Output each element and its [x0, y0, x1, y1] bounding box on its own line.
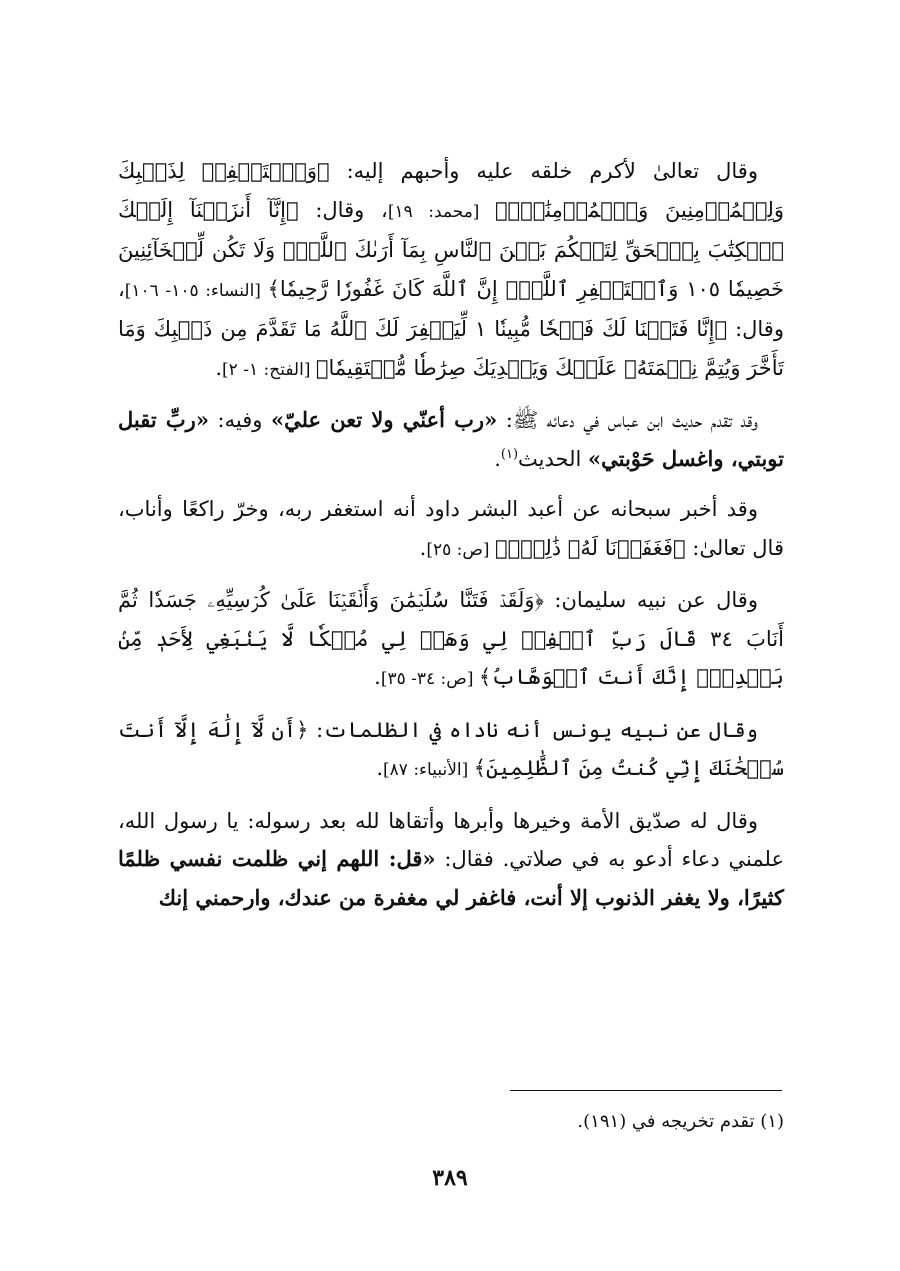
paragraph-1-intro: وقال تعالىٰ لأكرم خلقه عليه وأحبهم إليه:	[329, 159, 758, 183]
paragraph-5-intro: وقال عن نبيه يونس أنه ناداه في الظلمات:	[308, 717, 758, 742]
citation-anbiya: [الأنبياء: ٨٧]	[383, 760, 474, 780]
paragraph-5-end: .	[376, 756, 384, 780]
paragraph-2	[118, 401, 784, 478]
paragraph-1	[118, 152, 784, 389]
citation-sad-25: [ص: ٢٥]	[426, 539, 495, 560]
paragraph-2-end: .	[494, 446, 501, 471]
paragraph-3	[118, 490, 784, 569]
hadith-dua-quote: «قل: اللهم إني ظلمت نفسي ظلمًا كثيرًا، ولا يغفر الذنوب إلا أنت، فاغفر لي مغفرة من عندك، وارحمني إنك	[118, 846, 784, 910]
verse-fath-1-2: ﴿إِنَّا فَتَحۡنَا لَكَ فَتۡحٗا مُّبِينٗا ١ لِّيَغۡفِرَ لَكَ ٱللَّهُ مَا تَقَدَّمَ مِن ذَنۢبِكَ وَمَا تَأَخَّرَ وَيُتِمَّ نِعۡمَتَهُۥ عَلَيۡكَ وَيَهۡدِيَكَ صِرَٰطٗا مُّسۡتَقِيمٗا﴾	[118, 317, 784, 380]
footnote-divider	[510, 1090, 782, 1091]
citation-fath: [الفتح: ١- ٢]	[222, 359, 316, 380]
paragraph-2-intro: وقد تقدم حديث ابن عباس في دعائه ﷺ:	[497, 408, 758, 432]
citation-muhammad: [محمد: ١٩]	[387, 201, 495, 222]
footnote-text: تقدم تخريجه في (١٩١).	[577, 1111, 755, 1132]
paragraph-4	[118, 581, 784, 699]
paragraph-5	[118, 711, 784, 790]
main-text	[118, 152, 784, 929]
verse-sad-34-35: ﴿وَلَقَدۡ فَتَنَّا سُلَيۡمَٰنَ وَأَلۡقَيۡنَا عَلَىٰ كُرۡسِيِّهِۦ جَسَدٗا ثُمَّ أَنَابَ ٣٤ قَالَ رَبِّ ٱغۡفِرۡ لِي وَهَبۡ لِي مُلۡكٗا لَّا يَنۢبَغِي لِأَحَدٖ مِّنۢ بَعۡدِيٓۖ إِنَّكَ أَنتَ ٱلۡوَهَّابُ﴾	[118, 588, 784, 689]
citation-sad-34-35: [ص: ٣٤- ٣٥]	[380, 669, 479, 689]
footnote-reference: (١)	[500, 446, 519, 462]
paragraph-3-end: .	[419, 535, 427, 560]
connector-1: ، وقال:	[298, 197, 388, 222]
hadith-quote-1: «رب أعنّي ولا تعن عليّ»	[270, 407, 498, 432]
paragraph-4-intro: وقال عن نبيه سليمان:	[543, 588, 758, 612]
footnote	[118, 1108, 784, 1136]
verse-sad-25: ﴿فَغَفَرۡنَا لَهُۥ ذَٰلِكَۖ﴾	[494, 535, 686, 560]
connector-2: ، وقال:	[118, 276, 784, 341]
verse-anbiya-87: ﴿أَن لَّآ إِلَٰهَ إِلَّآ أَنتَ سُبۡحَٰنَكَ إِنِّي كُنتُ مِنَ ٱلظَّٰلِمِينَ﴾	[118, 717, 784, 780]
page-number: ٣٨٩	[432, 1165, 468, 1191]
footnote-number: (١)	[760, 1111, 784, 1132]
paragraph-2-tail: الحديث	[518, 446, 588, 471]
paragraph-3-intro: وقد أخبر سبحانه عن أعبد البشر داود أنه استغفر ربه، وخرّ راكعًا وأناب، قال تعالىٰ:	[118, 497, 784, 560]
paragraph-4-end: .	[374, 665, 381, 689]
paragraph-6	[118, 802, 784, 918]
paragraph-1-end: .	[215, 355, 223, 380]
verse-muhammad-19: ﴿وَٱسۡتَغۡفِرۡ لِذَنۢبِكَ وَلِلۡمُؤۡمِنِينَ وَٱلۡمُؤۡمِنَٰتِۗ﴾	[118, 159, 784, 222]
citation-nisa: [النساء: ١٠٥- ١٠٦]	[124, 280, 268, 301]
verse-nisa-105-106: ﴿إِنَّآ أَنزَلۡنَآ إِلَيۡكَ ٱلۡكِتَٰبَ بِٱلۡحَقِّ لِتَحۡكُمَ بَيۡنَ ٱلنَّاسِ بِمَآ أَرَىٰكَ ٱللَّهُۚ وَلَا تَكُن لِّلۡخَآئِنِينَ خَصِيمٗا ١٠٥ وَٱسۡتَغۡفِرِ ٱللَّهَۖ إِنَّ ٱللَّهَ كَانَ غَفُورٗا رَّحِيمٗا﴾	[118, 197, 785, 301]
paragraph-2-mid: وفيه:	[208, 408, 271, 432]
hadith-quote-2: «ربِّ تقبل توبتي، واغسل حَوْبتي»	[118, 407, 784, 471]
paragraph-6-intro: وقال له صدّيق الأمة وخيرها وأبرها وأتقاها لله بعد رسوله: يا رسول الله، علمني دعاء أدعو به في صلاتي. فقال:	[118, 808, 784, 871]
